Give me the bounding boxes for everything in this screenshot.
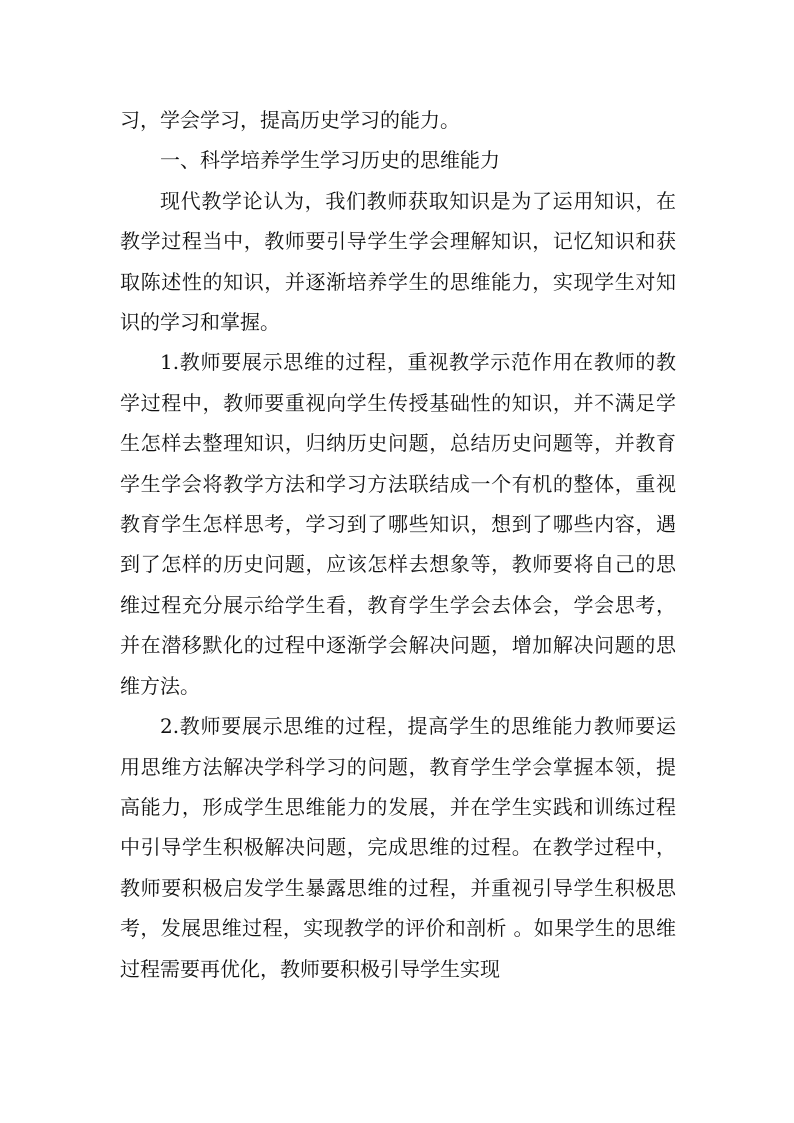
paragraph: 2.教师要展示思维的过程，提高学生的思维能力教师要运用思维方法解决学科学习的问题，教育学生学会掌握本领，提高能力，形成学生思维能力的发展，并在学生实践和训练过程中引导学生积极解决问题，完成思维的过程。在教学过程中，教师要积极启发学生暴露思维的过程，并重视引导学生积极思考，发展思维过程，实现教学的评价和剖析 。如果学生的思维过程需要再优化，教师要积极引导学生实现 <box>120 714 676 981</box>
section-heading: 一、科学培养学生学习历史的思维能力 <box>160 148 500 173</box>
paragraph-continuation: 习，学会学习，提高历史学习的能力。 <box>120 108 460 132</box>
paragraph: 现代教学论认为，我们教师获取知识是为了运用知识，在教学过程当中，教师要引导学生学会理解知识，记忆知识和获取陈述性的知识，并逐渐培养学生的思维能力，实现学生对知识的学习和掌握。 <box>120 188 676 335</box>
document-body <box>120 100 676 989</box>
paragraph: 1.教师要展示思维的过程，重视教学示范作用在教师的教学过程中，教师要重视向学生传授基础性的知识，并不满足学生怎样去整理知识，归纳历史问题，总结历史问题等，并教育学生学会将教学方法和学习方法联结成一个有机的整体，重视教育学生怎样思考，学习到了哪些知识，想到了哪些内容，遇到了怎样的历史问题，应该怎样去想象等，教师要将自己的思维过程充分展示给学生看，教育学生学会去体会，学会思考，并在潜移默化的过程中逐渐学会解决问题，增加解决问题的思维方法。 <box>120 350 676 698</box>
